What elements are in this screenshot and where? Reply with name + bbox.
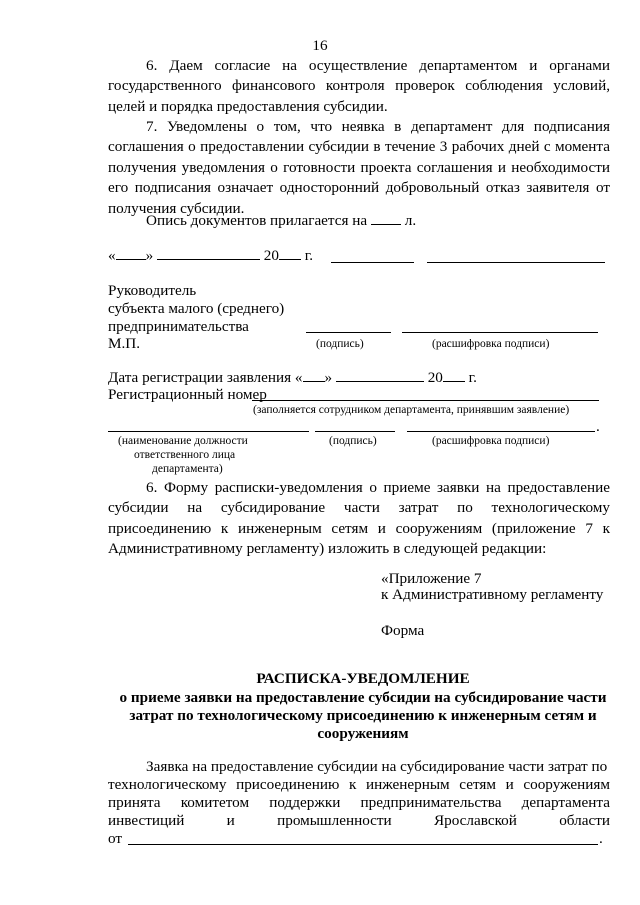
official-period: . [596,418,600,435]
registration-year-suffix: г. [468,369,477,386]
head-line-1: Руководитель [108,282,197,299]
word: инвестиций [108,812,185,829]
registration-year-field [443,369,465,382]
registration-close-quote: » [324,369,333,386]
paragraph-notice: 7. Уведомлены о том, что неявка в департамент для подписания соглашения о предоставлении субсидии в течение 3 рабочих дней с момента получения уведомления о готовности проекта соглашения и необходимости его подписания означает односторонний добровольный отказ заявителя от получения субсидии. [108,118,610,217]
head-decoding-line [402,332,598,333]
registration-number-label: Регистрационный номер [108,386,267,403]
head-signature-caption: (подпись) [316,338,364,350]
word: и [505,776,514,793]
head-line-2: субъекта малого (среднего) [108,300,285,317]
word: инженерным [365,776,450,793]
registration-day-field [303,369,325,382]
appendix-line-2: к Административному регламенту [381,586,604,603]
registration-number-field [252,400,599,401]
applicant-date-line [108,246,313,266]
date-open-quote: « [108,247,116,264]
receipt-subtitle-1: о приеме заявки на предоставление субсидии на субсидирование части [119,689,607,706]
date-day-field [116,247,146,260]
date-year-suffix: г. [304,247,314,264]
word: к [348,776,357,793]
date-month-field [157,247,260,260]
official-signature-caption: (подпись) [329,435,377,447]
inventory-prefix: Опись документов прилагается на [146,212,368,229]
inventory-suffix: л. [404,212,417,229]
word: присоединению [236,776,340,793]
word: технологическому [108,776,227,793]
form-label: Форма [381,622,425,639]
word: сетям [459,776,496,793]
inventory-pages-field [371,212,401,225]
from-label: от [108,830,123,847]
paragraph-form-change: 6. Форму расписки-уведомления о приеме заявки на предоставление субсидии на субсидирование части затрат по технологическому присоединению к инженерным сетям и сооружениям (приложение 7 к Административному регламенту) изложить в следующей редакции: [108,479,610,558]
word: комитетом [180,794,250,811]
from-field [128,844,598,845]
date-close-quote: » [145,247,154,264]
official-decoding-caption: (расшифровка подписи) [432,435,550,447]
paragraph-consent: 6. Даем согласие на осуществление департаментом и органами государственного финансового контроля проверок соблюдения условий, целей и порядка предоставления субсидии. [108,57,610,115]
word: предпринимательства [360,794,502,811]
applicant-signature-line [331,262,414,263]
head-decoding-caption: (расшифровка подписи) [432,338,550,350]
receipt-subtitle-3: сооружениям [317,725,409,742]
word: и [226,812,235,829]
registration-month-field [336,369,424,382]
receipt-body-line-1: Заявка на предоставление субсидии на субсидирование части затрат по [146,758,608,775]
date-year-field [279,247,301,260]
receipt-body-line-4 [108,811,610,831]
word: промышленности [277,812,392,829]
head-signature-line [306,332,391,333]
applicant-decoding-line [427,262,605,263]
official-caption-1: (наименование должности [118,435,248,447]
inventory-line [146,211,416,231]
official-position-line [108,431,309,432]
stamp-label: М.П. [108,335,141,352]
official-caption-2: ответственного лица [134,449,236,461]
official-signature-line [315,431,395,432]
page-number: 16 [312,37,328,54]
from-period: . [599,830,603,847]
word: поддержки [269,794,341,811]
word: области [559,812,610,829]
word: сооружениям [523,776,610,793]
date-year-prefix: 20 [263,247,279,264]
filled-by-note: (заполняется сотрудником департамента, принявшим заявление) [253,404,570,416]
word: Ярославской [433,812,517,829]
receipt-subtitle-2: затрат по технологическому присоединению к инженерным сетям и [129,707,597,724]
word: принята [108,794,161,811]
receipt-title: РАСПИСКА-УВЕДОМЛЕНИЕ [256,670,470,687]
appendix-line-1: «Приложение 7 [381,570,482,587]
head-line-3: предпринимательства [108,318,249,335]
registration-year-prefix: 20 [427,369,443,386]
registration-date-label: Дата регистрации заявления « [108,369,303,386]
word: департамента [521,794,610,811]
official-decoding-line [407,431,595,432]
official-caption-3: департамента) [152,463,223,475]
